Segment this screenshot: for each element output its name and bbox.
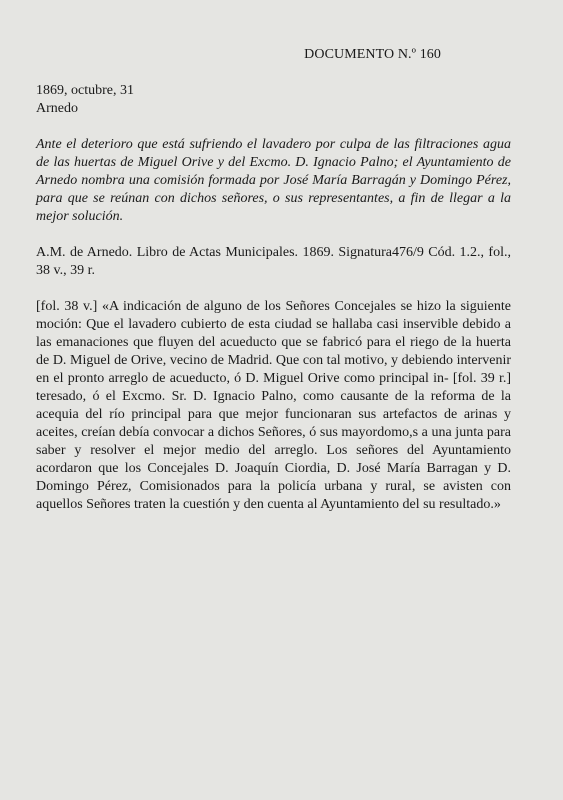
document-source: A.M. de Arnedo. Libro de Actas Municipales. 1869. Signatura476/9 Cód. 1.2., fol., 38 v., 39 r. (36, 245, 511, 278)
document-summary: Ante el deterioro que está sufriendo el lavadero por culpa de las filtraciones agua de las huertas de Miguel Orive y del Excmo. D. Ignacio Palno; el Ayuntamiento de Arnedo nombra una comisión formada por José María Barragán y Domingo Pérez, para que se reúnan con dichos señores, o sus representantes, a fin de llegar a la mejor solución. (36, 137, 511, 224)
document-title: DOCUMENTO N.º 160 (304, 47, 441, 62)
document-body: [fol. 38 v.] «A indicación de alguno de los Señores Concejales se hizo la siguiente moción: Que el lavadero cubierto de esta ciudad se hallaba casi inservible debido a las emanaciones que fluyen del acueducto que se fabricó para el riego de la huerta de D. Miguel de Orive, vecino de Madrid. Que con tal motivo, y debiendo intervenir en el pronto arreglo de acueducto, ó D. Miguel Orive como principal in- [fol. 39 r.] teresado, ó el Excmo. Sr. D. Ignacio Palno, como causante de la reforma de la acequia del río principal para que mejor funcionaran sus artefactos de arinas y aceites, creían debía convocar a dichos Señores, ó sus mayordomo,s a una junta para saber y resolver el mejor medio del arreglo. Los señores del Ayuntamiento acordaron que los Concejales D. Joaquín Ciordia, D. José María Barragan y D. Domingo Pérez, Comisionados para la policía urbana y rural, se avisten con aquellos Señores traten la cuestión y den cuenta al Ayuntamiento del su resultado.» (36, 299, 511, 512)
document-date: 1869, octubre, 31 (36, 83, 134, 98)
document-place: Arnedo (36, 101, 78, 116)
